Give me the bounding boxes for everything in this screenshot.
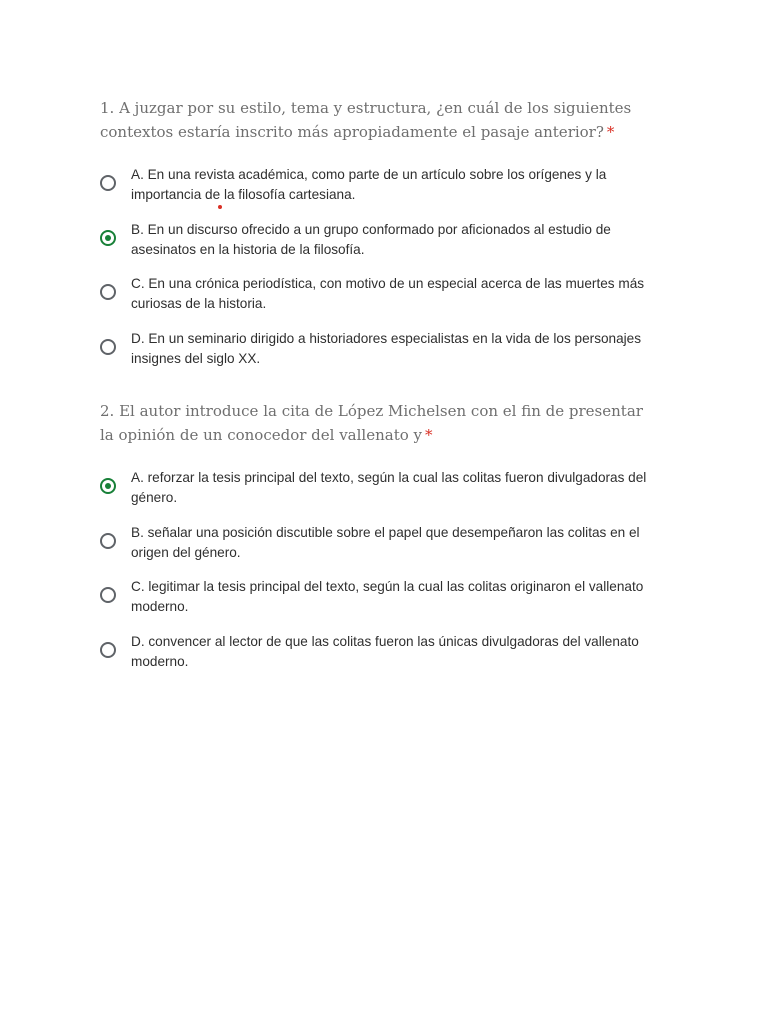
radio-unchecked-icon[interactable] bbox=[100, 284, 116, 300]
radio-unchecked-icon[interactable] bbox=[100, 642, 116, 658]
question-2-option-a[interactable] bbox=[100, 468, 660, 523]
stray-red-dot bbox=[218, 205, 222, 209]
radio-unchecked-icon[interactable] bbox=[100, 533, 116, 549]
question-1-option-d-label: D. En un seminario dirigido a historiadores especialistas en la vida de los personajes insignes del siglo XX. bbox=[131, 330, 642, 366]
question-2-option-c-label: C. legitimar la tesis principal del texto, según la cual las colitas originaron el vallenato moderno. bbox=[131, 579, 644, 614]
question-1-option-c[interactable] bbox=[100, 274, 660, 329]
question-2-option-d-label: D. convencer al lector de que las colitas fueron las únicas divulgadoras del vallenato moderno. bbox=[131, 633, 639, 669]
question-1 bbox=[100, 96, 660, 383]
question-2-option-a-label: A. reforzar la tesis principal del texto, según la cual las colitas fueron divulgadoras del género. bbox=[131, 470, 647, 505]
radio-checked-icon[interactable] bbox=[100, 478, 116, 494]
radio-unchecked-icon[interactable] bbox=[100, 175, 116, 191]
question-2-option-b-label: B. señalar una posición discutible sobre el papel que desempeñaron las colitas en el origen del género. bbox=[131, 524, 640, 560]
question-2-title bbox=[100, 399, 660, 447]
question-1-option-b-label: B. En un discurso ofrecido a un grupo conformado por aficionados al estudio de asesinatos en la historia de la filosofía. bbox=[131, 221, 611, 257]
question-1-option-c-label: C. En una crónica periodística, con motivo de un especial acerca de las muertes más curiosas de la historia. bbox=[131, 276, 645, 311]
question-2-title-text: 2. El autor introduce la cita de López Michelsen con el fin de presentar la opinión de un conocedor del vallenato y bbox=[100, 402, 643, 444]
question-1-title bbox=[100, 96, 660, 144]
question-1-option-a-label: A. En una revista académica, como parte de un artículo sobre los orígenes y la importancia de la filosofía cartesiana. bbox=[131, 167, 607, 202]
radio-unchecked-icon[interactable] bbox=[100, 587, 116, 603]
question-2-option-d[interactable] bbox=[100, 632, 660, 687]
question-1-option-a[interactable] bbox=[100, 165, 660, 220]
question-2 bbox=[100, 399, 660, 686]
question-1-option-d[interactable] bbox=[100, 329, 660, 384]
question-1-title-text: 1. A juzgar por su estilo, tema y estructura, ¿en cuál de los siguientes contextos estaría inscrito más apropiadamente el pasaje anterior? bbox=[100, 99, 632, 141]
required-asterisk: * bbox=[606, 123, 615, 141]
radio-checked-icon[interactable] bbox=[100, 230, 116, 246]
question-1-option-b[interactable] bbox=[100, 220, 660, 275]
required-asterisk: * bbox=[425, 426, 433, 444]
question-2-option-c[interactable] bbox=[100, 577, 660, 632]
radio-unchecked-icon[interactable] bbox=[100, 339, 116, 355]
question-2-option-b[interactable] bbox=[100, 523, 660, 578]
